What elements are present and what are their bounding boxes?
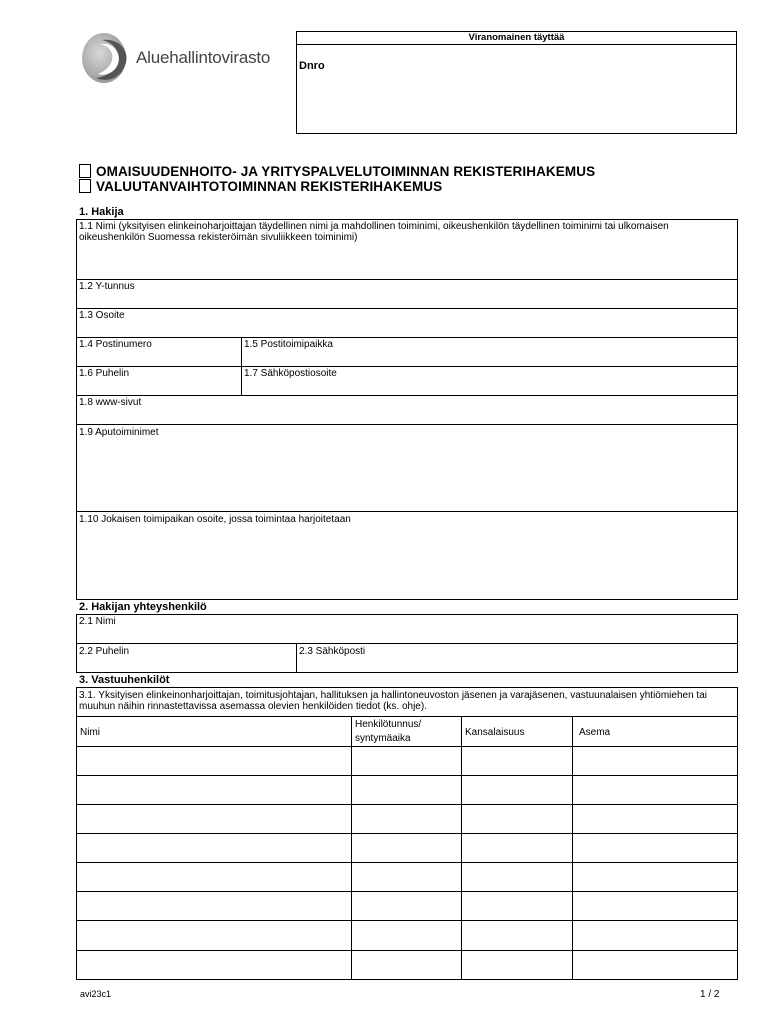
table-row[interactable] bbox=[76, 833, 738, 834]
field-2-2-label: 2.2 Puhelin bbox=[79, 646, 130, 657]
section1-heading: 1. Hakija bbox=[79, 206, 124, 218]
column-header-henkilotunnus: Henkilötunnus/ syntymäaika bbox=[355, 719, 422, 744]
official-use-header: Viranomainen täyttää bbox=[468, 32, 565, 43]
table-row[interactable] bbox=[76, 950, 738, 951]
table-row[interactable] bbox=[76, 775, 738, 776]
field-1-9-label: 1.9 Aputoiminimet bbox=[79, 427, 159, 438]
column-header-asema: Asema bbox=[579, 727, 611, 738]
field-1-3-label: 1.3 Osoite bbox=[79, 310, 125, 321]
field-2-1-label: 2.1 Nimi bbox=[79, 616, 116, 627]
field-3-1-label: 3.1. Yksityisen elinkeinonharjoittajan, toimitusjohtajan, hallituksen ja hallintoneuvoston jäsenen ja varajäsenen, vastuunalaisen yhtiömiehen tai muuhun näihin rinnastettavissa asemassa olevien henkilöiden tiedot (ks. ohje). bbox=[79, 690, 707, 712]
field-1-5-label: 1.5 Postitoimipaikka bbox=[244, 339, 333, 350]
table-row[interactable] bbox=[76, 746, 738, 747]
field-1-8-label: 1.8 www-sivut bbox=[79, 397, 142, 408]
table-row[interactable] bbox=[76, 804, 738, 805]
logo-text: Aluehallintovirasto bbox=[136, 48, 271, 67]
column-header-nimi: Nimi bbox=[80, 727, 100, 738]
field-1-1-label: 1.1 Nimi (yksityisen elinkeinoharjoittajan täydellinen nimi ja mahdollinen toiminimi, oikeushenkilön täydellinen toiminimi tai ulkomaisen oikeushenkilön Suomessa rekisteröimän sivuliikkeen toiminimi) bbox=[79, 221, 669, 243]
section3-heading: 3. Vastuuhenkilöt bbox=[79, 674, 170, 686]
page-number: 1 / 2 bbox=[700, 989, 720, 1000]
section2-heading: 2. Hakijan yhteyshenkilö bbox=[79, 601, 207, 613]
table-row[interactable] bbox=[76, 920, 738, 921]
field-1-10-label: 1.10 Jokaisen toimipaikan osoite, jossa toimintaa harjoitetaan bbox=[79, 514, 351, 525]
table-row[interactable] bbox=[76, 891, 738, 892]
field-1-2-label: 1.2 Y-tunnus bbox=[79, 281, 135, 292]
title-option1: OMAISUUDENHOITO- JA YRITYSPALVELUTOIMINNAN REKISTERIHAKEMUS bbox=[96, 164, 596, 179]
field-2-3-label: 2.3 Sähköposti bbox=[299, 646, 366, 657]
official-use-box bbox=[296, 31, 737, 134]
column-header-kansalaisuus: Kansalaisuus bbox=[465, 727, 525, 738]
title-option2: VALUUTANVAIHTOTOIMINNAN REKISTERIHAKEMUS bbox=[96, 179, 443, 194]
field-1-7-label: 1.7 Sähköpostiosoite bbox=[244, 368, 337, 379]
field-1-4-label: 1.4 Postinumero bbox=[79, 339, 152, 350]
logo-icon bbox=[80, 30, 134, 86]
logo bbox=[80, 30, 290, 86]
checkbox-valuutanvaihto[interactable] bbox=[79, 179, 91, 193]
checkbox-omaisuudenhoito[interactable] bbox=[79, 164, 91, 178]
form-code: avi23c1 bbox=[80, 989, 112, 999]
field-1-6-label: 1.6 Puhelin bbox=[79, 368, 130, 379]
section1-frame bbox=[76, 219, 738, 600]
dnro-label: Dnro bbox=[299, 60, 325, 72]
table-row[interactable] bbox=[76, 862, 738, 863]
